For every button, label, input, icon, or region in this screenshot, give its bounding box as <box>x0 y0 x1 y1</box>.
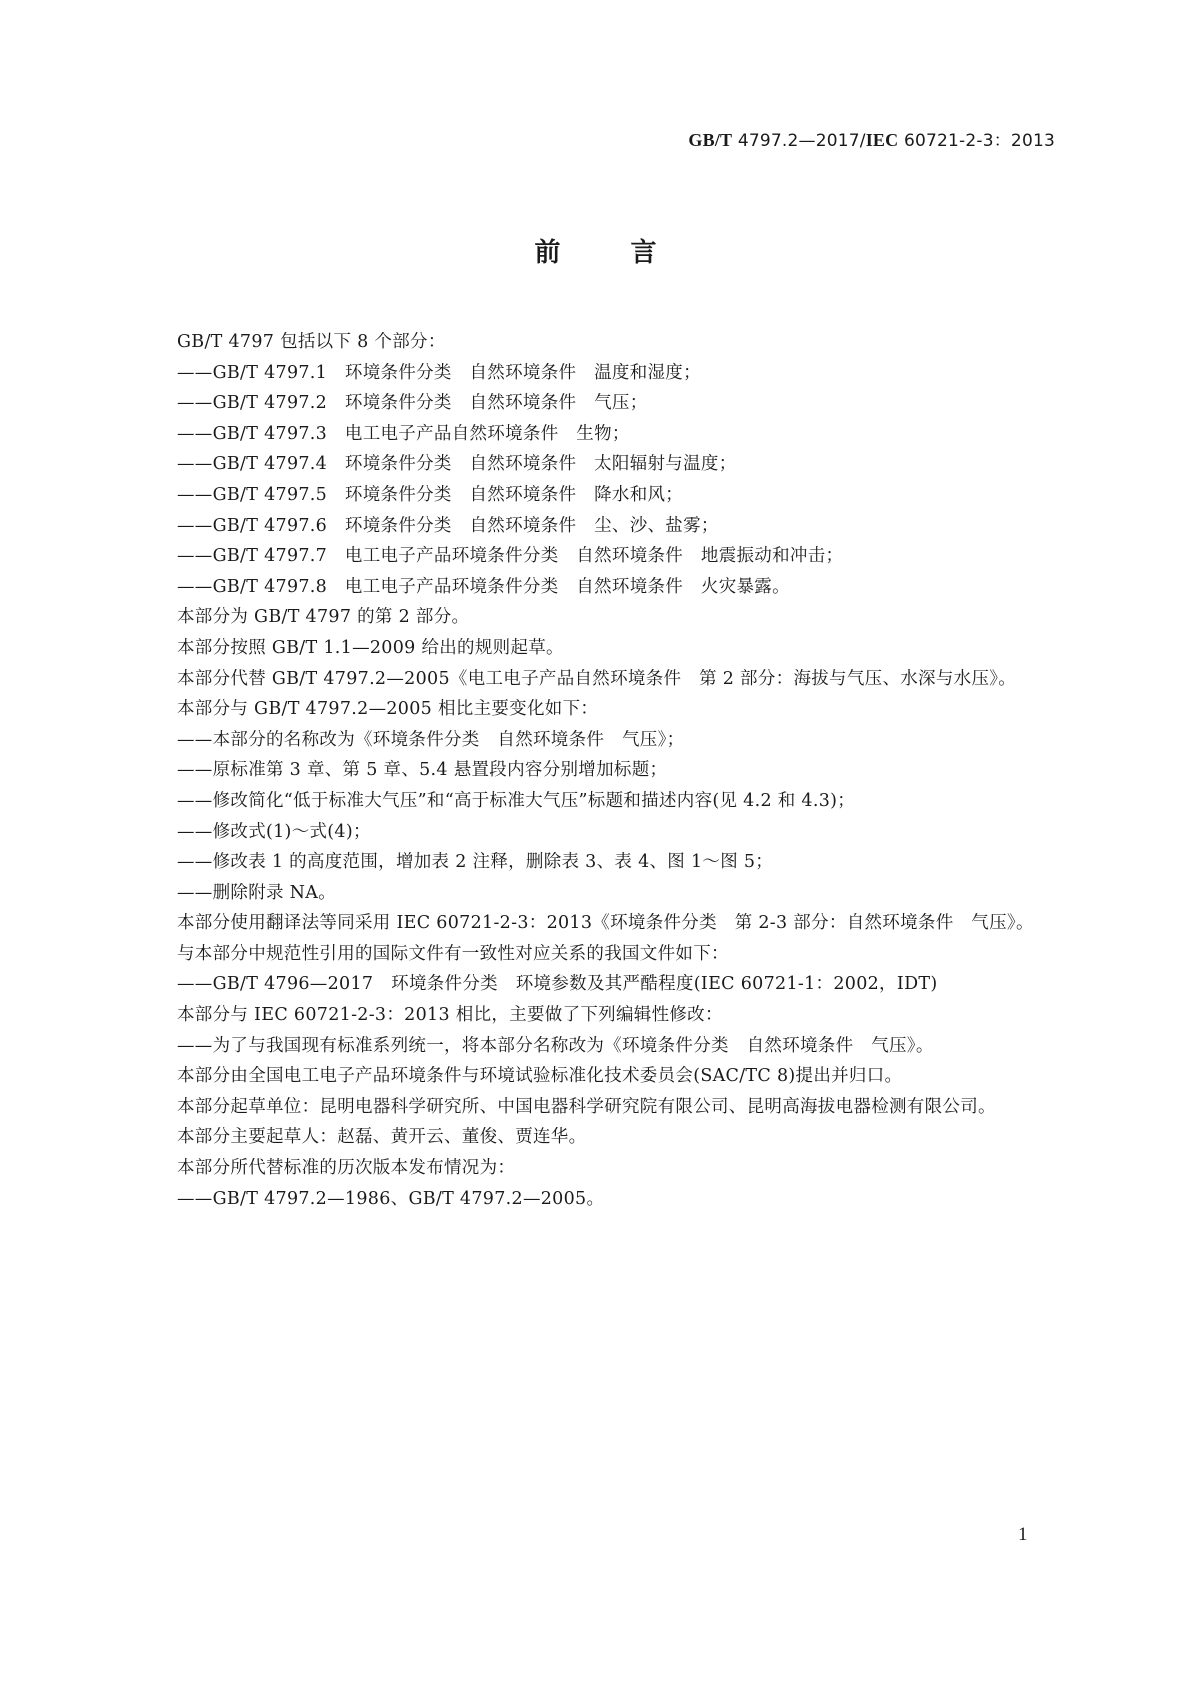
title-char-2: 言 <box>630 238 657 268</box>
paragraph-history-intro: 本部分所代替标准的历次版本发布情况为： <box>177 1158 516 1179</box>
paragraph-parts-intro: GB/T 4797 包括以下 8 个部分： <box>177 332 446 352</box>
paragraph-replaces: 本部分代替 GB/T 4797.2—2005《电工电子产品自然环境条件 第 2 部分：海拔与气压、水深与水压》。 <box>177 668 1017 689</box>
list-item-part-1: ——GB/T 4797.1 环境条件分类 自然环境条件 温度和湿度； <box>177 362 701 383</box>
header-code-gbt: GB/T <box>688 130 733 150</box>
paragraph-drafters: 本部分主要起草人：赵磊、黄开云、董俊、贾连华。 <box>177 1127 587 1148</box>
list-item-change-2: ——原标准第 3 章、第 5 章、5.4 悬置段内容分别增加标题； <box>177 760 668 781</box>
paragraph-correspondence-intro: 与本部分中规范性引用的国际文件有一致性对应关系的我国文件如下： <box>177 943 729 964</box>
list-item-part-3: ——GB/T 4797.3 电工电子产品自然环境条件 生物； <box>177 423 630 444</box>
paragraph-drafting-units: 本部分起草单位：昆明电器科学研究所、中国电器科学研究院有限公司、昆明高海拔电器检测有限公司。 <box>177 1096 996 1117</box>
list-item-part-7: ——GB/T 4797.7 电工电子产品环境条件分类 自然环境条件 地震振动和冲击； <box>177 546 844 567</box>
paragraph-adoption: 本部分使用翻译法等同采用 IEC 60721-2-3：2013《环境条件分类 第 2-3 部分：自然环境条件 气压》。 <box>177 913 1034 934</box>
list-item-editorial-1: ——为了与我国现有标准系列统一，将本部分名称改为《环境条件分类 自然环境条件 气压》。 <box>177 1035 934 1056</box>
running-header <box>688 126 1055 151</box>
list-item-change-6: ——删除附录 NA。 <box>177 882 337 903</box>
page-title <box>0 232 1191 269</box>
list-item-part-2: ——GB/T 4797.2 环境条件分类 自然环境条件 气压； <box>177 393 648 414</box>
paragraph-changes-intro: 本部分与 GB/T 4797.2—2005 相比主要变化如下： <box>177 699 599 720</box>
list-item-change-4: ——修改式(1)～式(4)； <box>177 821 371 842</box>
title-char-1: 前 <box>534 238 561 268</box>
header-code-iec: IEC <box>865 130 899 150</box>
list-item-change-5: ——修改表 1 的高度范围，增加表 2 注释，删除表 3、表 4、图 1～图 5； <box>177 852 774 873</box>
paragraph-proposed-by: 本部分由全国电工电子产品环境条件与环境试验标准化技术委员会(SAC/TC 8)提出并归口。 <box>177 1066 903 1087</box>
list-item-change-3: ——修改简化“低于标准大气压”和“高于标准大气压”标题和描述内容(见 4.2 和 4.3)； <box>177 790 856 811</box>
paragraph-part-number: 本部分为 GB/T 4797 的第 2 部分。 <box>177 607 470 628</box>
list-item-part-6: ——GB/T 4797.6 环境条件分类 自然环境条件 尘、沙、盐雾； <box>177 515 719 536</box>
list-item-history-1: ——GB/T 4797.2—1986、GB/T 4797.2—2005。 <box>177 1188 605 1209</box>
list-item-correspondence-1: ——GB/T 4796—2017 环境条件分类 环境参数及其严酷程度(IEC 60721-1：2002，IDT) <box>177 974 938 995</box>
paragraph-editorial-intro: 本部分与 IEC 60721-2-3：2013 相比，主要做了下列编辑性修改： <box>177 1005 723 1026</box>
paragraph-drafting-rules: 本部分按照 GB/T 1.1—2009 给出的规则起草。 <box>177 637 564 658</box>
list-item-change-1: ——本部分的名称改为《环境条件分类 自然环境条件 气压》； <box>177 729 685 750</box>
header-code-number: 4797.2—2017/ <box>732 131 866 151</box>
page-number: 1 <box>1018 1524 1028 1545</box>
list-item-part-8: ——GB/T 4797.8 电工电子产品环境条件分类 自然环境条件 火灾暴露。 <box>177 576 790 597</box>
list-item-part-4: ——GB/T 4797.4 环境条件分类 自然环境条件 太阳辐射与温度； <box>177 454 737 475</box>
header-code-iec-number: 60721-2-3：2013 <box>898 131 1055 151</box>
list-item-part-5: ——GB/T 4797.5 环境条件分类 自然环境条件 降水和风； <box>177 484 684 505</box>
foreword-body <box>135 327 1057 1214</box>
